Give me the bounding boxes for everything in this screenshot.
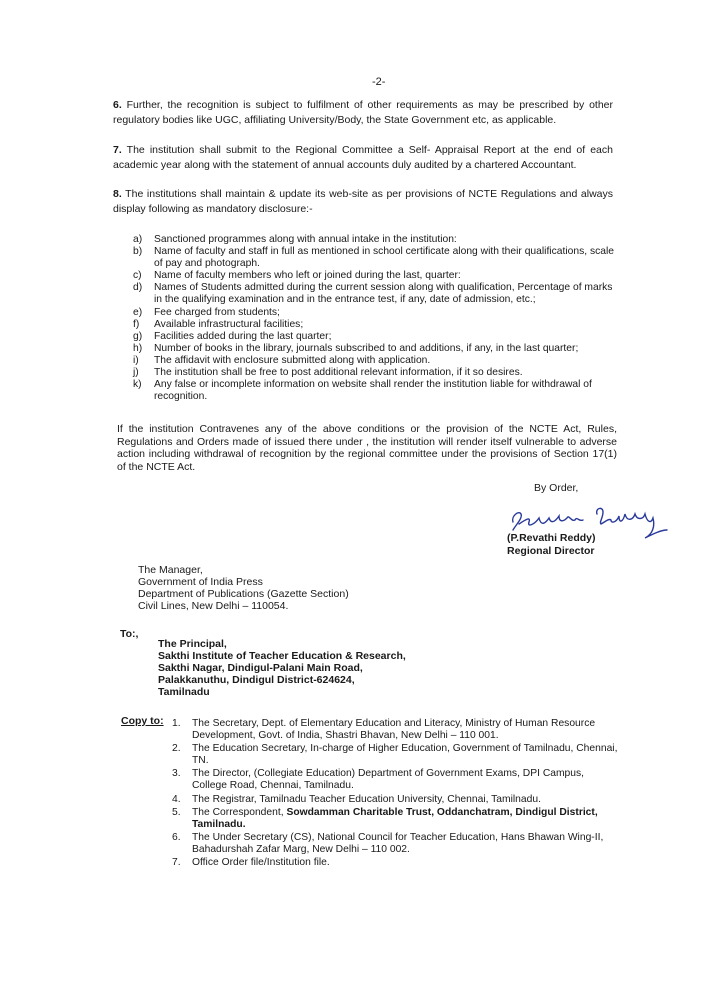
list-marker: d) [133, 282, 143, 294]
list-item-text: Any false or incomplete information on website shall render the institution liable for withdrawal of recognition. [154, 379, 592, 403]
address-line: The Manager, [138, 564, 203, 576]
recipient-address [158, 638, 406, 698]
manager-address [138, 564, 349, 612]
list-item [172, 794, 620, 806]
list-item-text: Fee charged from students; [154, 306, 280, 318]
list-marker: a) [133, 234, 143, 245]
paragraph-text: The institutions shall maintain & update its web-site as per provisions of NCTE Regulations and always display following as mandatory disclosure:- [113, 188, 613, 215]
list-marker: b) [133, 246, 143, 258]
list-item-bold-text: Sowdamman Charitable Trust, Oddanchatram, Dindigul District, Tamilnadu. [192, 806, 598, 830]
address-line: Sakthi Institute of Teacher Education & Research, [158, 650, 406, 662]
list-marker: 7. [172, 857, 181, 869]
list-item-text: Available infrastructural facilities; [154, 318, 304, 330]
list-marker: 2. [172, 743, 181, 755]
list-item-text: The Under Secretary (CS), National Council for Teacher Education, Hans Bhawan Wing-II, Bahadurshah Zafar Marg, New Delhi – 110 002. [192, 831, 604, 855]
paragraph-7 [113, 143, 613, 173]
list-item-text: Name of faculty members who left or joined during the last, quarter: [154, 270, 461, 282]
list-item [172, 832, 620, 856]
list-item [133, 331, 617, 343]
list-item-text: The affidavit with enclosure submitted along with application. [154, 354, 431, 366]
list-item-text: The institution shall be free to post additional relevant information, if it so desires. [154, 367, 523, 379]
list-item [172, 807, 620, 831]
list-marker: f) [133, 318, 140, 330]
signatory-title: Regional Director [507, 545, 595, 557]
list-item [133, 246, 617, 270]
list-item [133, 234, 617, 246]
by-order-text: By Order, [534, 482, 579, 494]
address-line: Department of Publications (Gazette Section) [138, 588, 349, 600]
list-item-text: Number of books in the library, journals subscribed to and additions, if any, in the last quarter; [154, 342, 579, 354]
list-marker: c) [133, 270, 142, 282]
address-line: Government of India Press [138, 576, 263, 588]
list-item-text: Sanctioned programmes along with annual intake in the institution: [154, 234, 457, 245]
list-marker: 6. [172, 831, 181, 843]
list-marker: 1. [172, 718, 181, 729]
paragraph-8 [113, 187, 613, 217]
address-line: Palakkanuthu, Dindigul District-624624, [158, 674, 355, 686]
disclosure-list [133, 234, 617, 403]
signatory-block [507, 532, 596, 558]
list-item-text: Facilities added during the last quarter; [154, 330, 332, 342]
page-number: -2- [372, 76, 386, 88]
copy-to-list [172, 718, 620, 870]
paragraph-number: 6. [113, 99, 122, 111]
list-item [172, 718, 620, 742]
list-item-text: The Correspondent, [192, 806, 287, 818]
paragraph-text: Further, the recognition is subject to fulfilment of other requirements as may be prescribed by other regulatory bodies like UGC, affiliating University/Body, the State Government etc, as applicable. [113, 99, 613, 126]
list-marker: i) [133, 354, 139, 366]
copy-to-label: Copy to: [121, 715, 164, 727]
closing-paragraph: If the institution Contravenes any of the above conditions or the provision of the NCTE Act, Rules, Regulations and Orders made of issued there under , the institution will render itself vulnerable to adverse action including withdrawal of recognition by the regional committee under the provisions of Section 17(1) of the NCTE Act. [117, 423, 617, 473]
list-item [133, 282, 617, 306]
list-marker: g) [133, 330, 143, 342]
address-line: Civil Lines, New Delhi – 110054. [138, 600, 289, 612]
list-item [133, 367, 617, 379]
paragraph-text: The institution shall submit to the Regional Committee a Self- Appraisal Report at the end of each academic year along with the statement of annual accounts duly audited by a chartered Accountant. [113, 144, 613, 171]
list-item [133, 355, 617, 367]
list-item [133, 270, 617, 282]
list-marker: 4. [172, 793, 181, 805]
list-marker: 5. [172, 806, 181, 818]
list-item-text: Name of faculty and staff in full as mentioned in school certificate along with their qualifications, scale of pay and photograph. [154, 246, 614, 270]
list-marker: k) [133, 379, 142, 391]
list-item [172, 743, 620, 767]
list-item-text: The Registrar, Tamilnadu Teacher Education University, Chennai, Tamilnadu. [192, 793, 541, 805]
list-item [172, 857, 620, 869]
list-item-text: The Education Secretary, In-charge of Higher Education, Government of Tamilnadu, Chennai, TN. [192, 743, 618, 767]
list-item [133, 319, 617, 331]
list-item [133, 307, 617, 319]
list-item-text: The Director, (Collegiate Education) Department of Government Exams, DPI Campus, College Road, Chennai, Tamilnadu. [192, 768, 585, 792]
paragraph-number: 7. [113, 144, 122, 156]
list-item [172, 768, 620, 792]
list-marker: j) [133, 367, 139, 379]
address-line: The Principal, [158, 638, 227, 650]
list-item-text: The Secretary, Dept. of Elementary Education and Literacy, Ministry of Human Resource Development, Govt. of India, Shastri Bhavan, New Delhi – 110 001. [192, 718, 596, 742]
address-line: Sakthi Nagar, Dindigul-Palani Main Road, [158, 662, 363, 674]
paragraph-6 [113, 98, 613, 128]
list-item [133, 379, 617, 403]
paragraph-number: 8. [113, 188, 122, 200]
to-label: To:, [120, 628, 139, 640]
list-marker: 3. [172, 768, 181, 780]
list-item-text: Names of Students admitted during the current session along with qualification, Percentage of marks in the qualifying examination and in the entrance test, if any, date of admission, etc.; [154, 282, 613, 306]
signatory-name: (P.Revathi Reddy) [507, 532, 596, 544]
list-item [133, 343, 617, 355]
list-marker: e) [133, 306, 143, 318]
list-marker: h) [133, 342, 143, 354]
address-line: Tamilnadu [158, 686, 210, 698]
list-item-text: Office Order file/Institution file. [192, 857, 330, 869]
